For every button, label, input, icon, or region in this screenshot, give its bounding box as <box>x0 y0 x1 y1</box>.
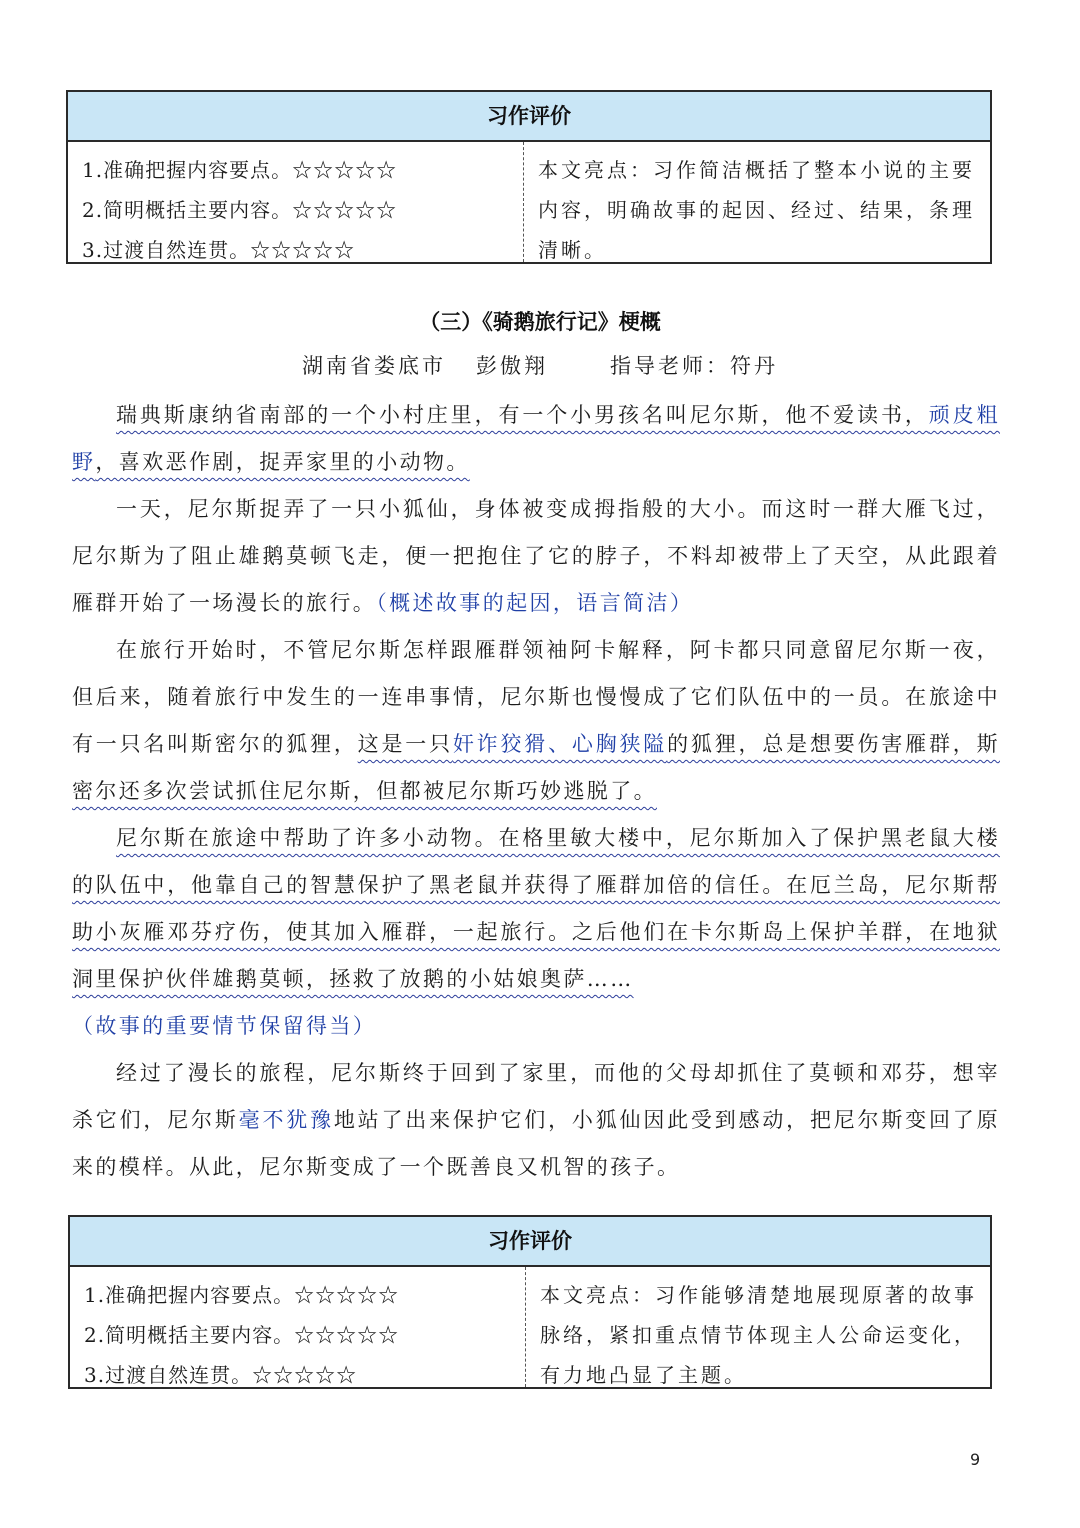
essay-paragraph <box>72 392 1000 486</box>
evaluation-header: 习作评价 <box>70 1217 990 1267</box>
criterion-text: 2.简明概括主要内容。 <box>84 1323 295 1347</box>
essay-paragraph <box>72 627 1000 815</box>
paragraph-text: 地站了出来保护它们，小狐仙因此受到感动，把尼尔斯变回了原来的模样。从此，尼尔斯变成了一个既善良又机智的孩子。 <box>72 1108 1000 1179</box>
essay-paragraph <box>72 1050 1000 1191</box>
evaluation-body <box>70 1267 990 1387</box>
underlined-sentence: ，喜欢恶作剧，捉弄家里的小动物。 <box>95 450 470 474</box>
highlighted-phrase: 毫不犹豫 <box>238 1108 334 1132</box>
criterion-text: 3.过渡自然连贯。 <box>82 238 251 262</box>
criterion-text: 1.准确把握内容要点。 <box>82 158 293 182</box>
underlined-sentence: 尼尔斯在旅途中帮助了许多小动物。在格里敏大楼中，尼尔斯加入了保护黑老鼠大楼的队伍中，他靠自己的智慧保护了黑老鼠并获得了雁群加倍的信任。在厄兰岛，尼尔斯帮助小灰雁邓芬疗伤，使其加入雁群，一起旅行。之后他们在卡尔斯岛上保护羊群，在地狱洞里保护伙伴雄鹅莫顿，拯救了放鹅的小姑娘奥萨…… <box>72 826 1000 991</box>
teacher-name: 指导老师：符丹 <box>610 354 778 378</box>
criteria-list <box>70 1267 526 1387</box>
underlined-sentence: 的狐狸，总是想要伤害雁群，斯密尔还多次尝试抓住尼尔斯，但都被尼尔斯巧妙逃脱了。 <box>72 732 1000 803</box>
essay-paragraph <box>72 815 1000 1003</box>
paragraph-text: 在旅行开始时，不管尼尔斯怎样跟雁群领袖阿卡解释，阿卡都只同意留尼尔斯一夜，但后来，随着旅行中发生的一连串事情，尼尔斯也慢慢成了它们队伍中的一员。在旅途中有一只名叫斯密尔的狐狸， <box>72 638 1000 756</box>
star-rating: ☆☆☆☆☆ <box>292 198 398 222</box>
criterion-item <box>84 1315 525 1355</box>
author-name: 彭傲翔 <box>476 354 548 378</box>
evaluation-body <box>68 142 990 262</box>
star-rating: ☆☆☆☆☆ <box>250 238 356 262</box>
star-rating: ☆☆☆☆☆ <box>294 1283 400 1307</box>
underlined-sentence: 瑞典斯康纳省南部的一个小村庄里，有一个小男孩名叫尼尔斯，他不爱读书， <box>116 403 929 427</box>
paragraph-text: 一天，尼尔斯捉弄了一只小狐仙，身体被变成拇指般的大小。而这时一群大雁飞过，尼尔斯为了阻止雄鹅莫顿飞走，便一把抱住了它的脖子，不料却被带上了天空，从此跟着雁群开始了一场漫长的旅行。 <box>72 497 1000 615</box>
section-title: （三）《骑鹅旅行记》梗概 <box>419 310 661 334</box>
evaluation-table-2 <box>68 1215 992 1389</box>
criterion-text: 3.过渡自然连贯。 <box>84 1363 253 1387</box>
criterion-text: 2.简明概括主要内容。 <box>82 198 293 222</box>
author-place: 湖南省娄底市 <box>302 354 446 378</box>
essay-paragraph <box>72 486 1000 627</box>
teacher-note: （概述故事的起因，语言简洁） <box>376 591 694 615</box>
underlined-sentence: 这是一只 <box>357 732 453 756</box>
criterion-item <box>82 230 523 270</box>
star-rating: ☆☆☆☆☆ <box>292 158 398 182</box>
criteria-list <box>68 142 524 262</box>
criterion-item <box>84 1275 525 1315</box>
criterion-item <box>82 190 523 230</box>
evaluation-table-1 <box>66 90 992 264</box>
teacher-note: （故事的重要情节保留得当） <box>72 1014 377 1038</box>
highlight-comment: 本文亮点：习作能够清楚地展现原著的故事脉络，紧扣重点情节体现主人公命运变化，有力地凸显了主题。 <box>540 1283 977 1387</box>
highlighted-phrase: 奸诈狡猾、心胸狭隘 <box>452 732 668 756</box>
essay-body <box>72 392 1000 1191</box>
evaluation-header: 习作评价 <box>68 92 990 142</box>
star-rating: ☆☆☆☆☆ <box>294 1323 400 1347</box>
paragraph-text: 经过了漫长的旅程，尼尔斯终于回到了家里，而他的父母却抓住了莫顿和邓芬，想宰杀它们，尼尔斯 <box>72 1061 1000 1132</box>
byline <box>0 350 1080 380</box>
star-rating: ☆☆☆☆☆ <box>252 1363 358 1387</box>
highlight-comment: 本文亮点：习作简洁概括了整本小说的主要内容，明确故事的起因、经过、结果，条理清晰。 <box>538 158 975 262</box>
criterion-text: 1.准确把握内容要点。 <box>84 1283 295 1307</box>
highlighted-phrase: 顽皮粗野 <box>72 403 1000 474</box>
criterion-item <box>84 1355 525 1395</box>
criterion-item <box>82 150 523 190</box>
page-number: 9 <box>970 1450 981 1469</box>
